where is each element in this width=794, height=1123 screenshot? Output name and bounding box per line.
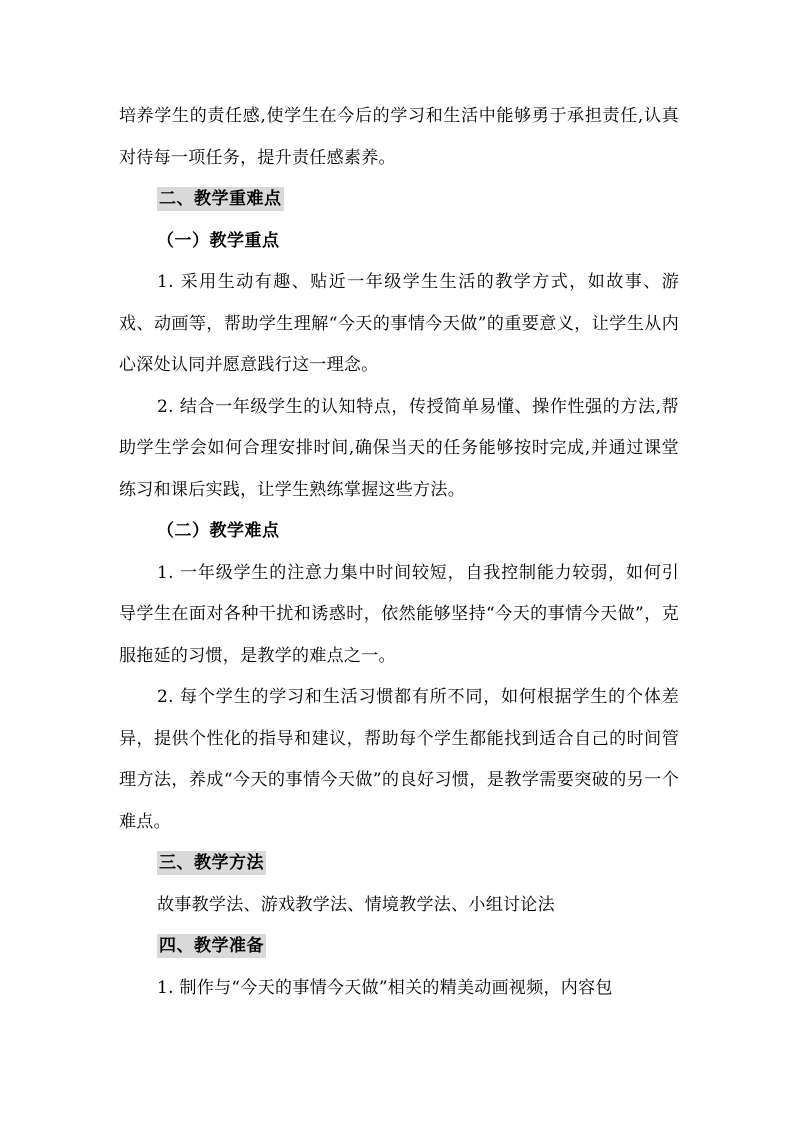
section-heading-preparation: 四、教学准备 [159,936,264,956]
section-heading-wrap [119,843,679,885]
intro-paragraph: 培养学生的责任感,使学生在今后的学习和生活中能够勇于承担责任,认真对待每一项任务，提升责任感素养。 [119,106,679,168]
difficulty-item-1: 1. 一年级学生的注意力集中时间较短，自我控制能力较弱，如何引导学生在面对各种干扰和诱惑时，依然能够坚持“今天的事情今天做”，克服拖延的习惯，是教学的难点之一。 [119,562,679,666]
subsection-heading-focus: （一）教学重点 [157,230,280,251]
section-heading-wrap [119,179,679,221]
focus-item-1: 1. 采用生动有趣、贴近一年级学生生活的教学方式，如故事、游戏、动画等，帮助学生理解“今天的事情今天做”的重要意义，让学生从内心深处认同并愿意践行这一理念。 [119,272,679,375]
subsection-heading-difficulty: （二）教学难点 [157,521,280,541]
preparation-item-1: 1. 制作与“今天的事情今天做”相关的精美动画视频，内容包 [157,977,613,998]
section-heading-key-points: 二、教学重难点 [159,189,282,209]
difficulty-item-2: 2. 每个学生的学习和生活习惯都有所不同，如何根据学生的个体差异，提供个性化的指导和建议，帮助每个学生都能找到适合自己的时间管理方法，养成“今天的事情今天做”的良好习惯，是教学需要突破的另一个难点。 [119,687,679,832]
section-heading-methods: 三、教学方法 [159,853,264,873]
subsection-heading-wrap [119,221,679,263]
document-body [119,96,679,1009]
subsection-heading-wrap [119,511,679,553]
section-heading-wrap [119,926,679,968]
methods-text: 故事教学法、游戏教学法、情境教学法、小组讨论法 [157,894,555,915]
focus-item-2: 2. 结合一年级学生的认知特点，传授简单易懂、操作性强的方法,帮助学生学会如何合理安排时间,确保当天的任务能够按时完成,并通过课堂练习和课后实践，让学生熟练掌握这些方法。 [119,396,679,500]
